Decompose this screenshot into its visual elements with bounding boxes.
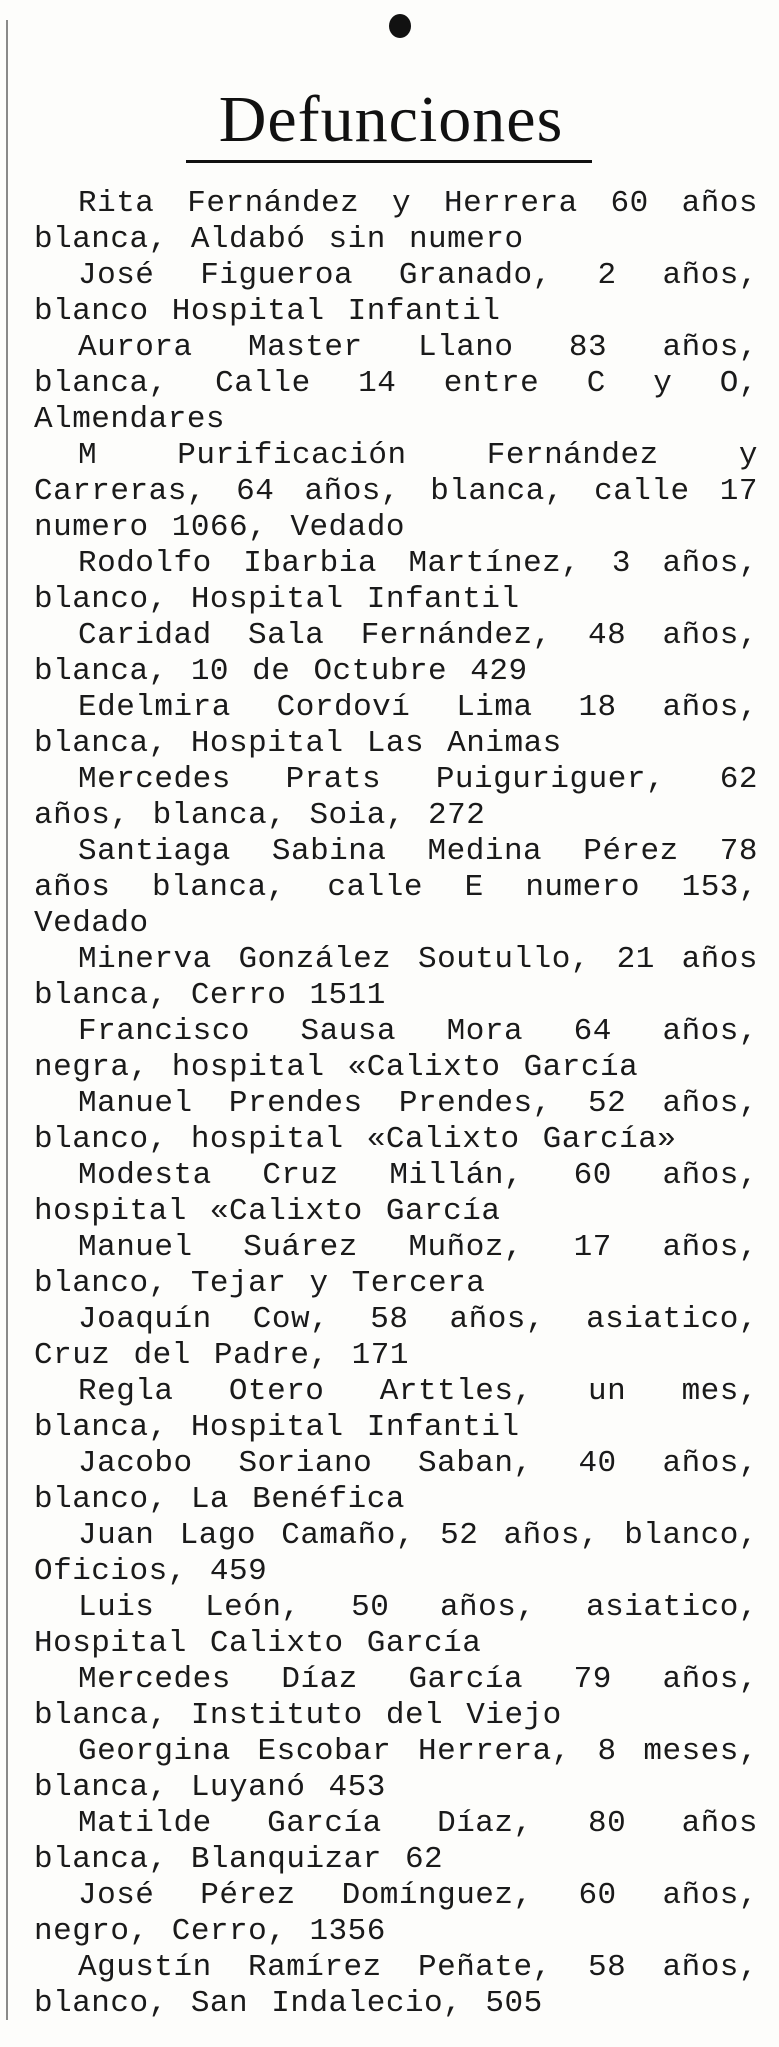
obituary-entry: Manuel Suárez Muñoz, 17 años, blanco, Tejar y Tercera [34, 1230, 758, 1301]
obituary-entry: Rita Fernández y Herrera 60 años blanca, Aldabó sin numero [34, 186, 758, 257]
title-underline [186, 160, 592, 163]
obituary-entry: Matilde García Díaz, 80 años blanca, Blanquizar 62 [34, 1806, 758, 1877]
page-title: Defunciones [218, 83, 564, 156]
obituary-entry: Manuel Prendes Prendes, 52 años, blanco, hospital «Calixto García» [34, 1086, 758, 1157]
obituary-entry: Joaquín Cow, 58 años, asiatico, Cruz del Padre, 171 [34, 1302, 758, 1373]
obituary-entry: Regla Otero Arttles, un mes, blanca, Hospital Infantil [34, 1374, 758, 1445]
obituary-entry: Aurora Master Llano 83 años, blanca, Calle 14 entre C y O, Almendares [34, 330, 758, 437]
obituary-entry: Luis León, 50 años, asiatico, Hospital Calixto García [34, 1590, 758, 1661]
obituary-entry: José Figueroa Granado, 2 años, blanco Hospital Infantil [34, 258, 758, 329]
obituary-entry: Edelmira Cordoví Lima 18 años, blanca, Hospital Las Animas [34, 690, 758, 761]
obituary-entry: Juan Lago Camaño, 52 años, blanco, Oficios, 459 [34, 1518, 758, 1589]
obituary-entry: Mercedes Prats Puiguriguer, 62 años, blanca, Soia, 272 [34, 762, 758, 833]
obituary-entry: Minerva González Soutullo, 21 años blanca, Cerro 1511 [34, 942, 758, 1013]
obituary-entry: Rodolfo Ibarbia Martínez, 3 años, blanco, Hospital Infantil [34, 546, 758, 617]
bullet-ornament [389, 14, 411, 38]
obituary-entry: Jacobo Soriano Saban, 40 años, blanco, La Benéfica [34, 1446, 758, 1517]
column-rule [6, 20, 8, 2020]
obituary-entry: Modesta Cruz Millán, 60 años, hospital «Calixto García [34, 1158, 758, 1229]
obituary-entry: M Purificación Fernández y Carreras, 64 años, blanca, calle 17 numero 1066, Vedado [34, 438, 758, 545]
obituary-entry: Agustín Ramírez Peñate, 58 años, blanco, San Indalecio, 505 [34, 1950, 758, 2021]
obituary-list [34, 186, 758, 2022]
obituary-entry: José Pérez Domínguez, 60 años, negro, Cerro, 1356 [34, 1878, 758, 1949]
obituary-entry: Francisco Sausa Mora 64 años, negra, hospital «Calixto García [34, 1014, 758, 1085]
obituary-entry: Georgina Escobar Herrera, 8 meses, blanca, Luyanó 453 [34, 1734, 758, 1805]
obituary-entry: Mercedes Díaz García 79 años, blanca, Instituto del Viejo [34, 1662, 758, 1733]
obituary-entry: Santiaga Sabina Medina Pérez 78 años blanca, calle E numero 153, Vedado [34, 834, 758, 941]
obituary-entry: Caridad Sala Fernández, 48 años, blanca, 10 de Octubre 429 [34, 618, 758, 689]
